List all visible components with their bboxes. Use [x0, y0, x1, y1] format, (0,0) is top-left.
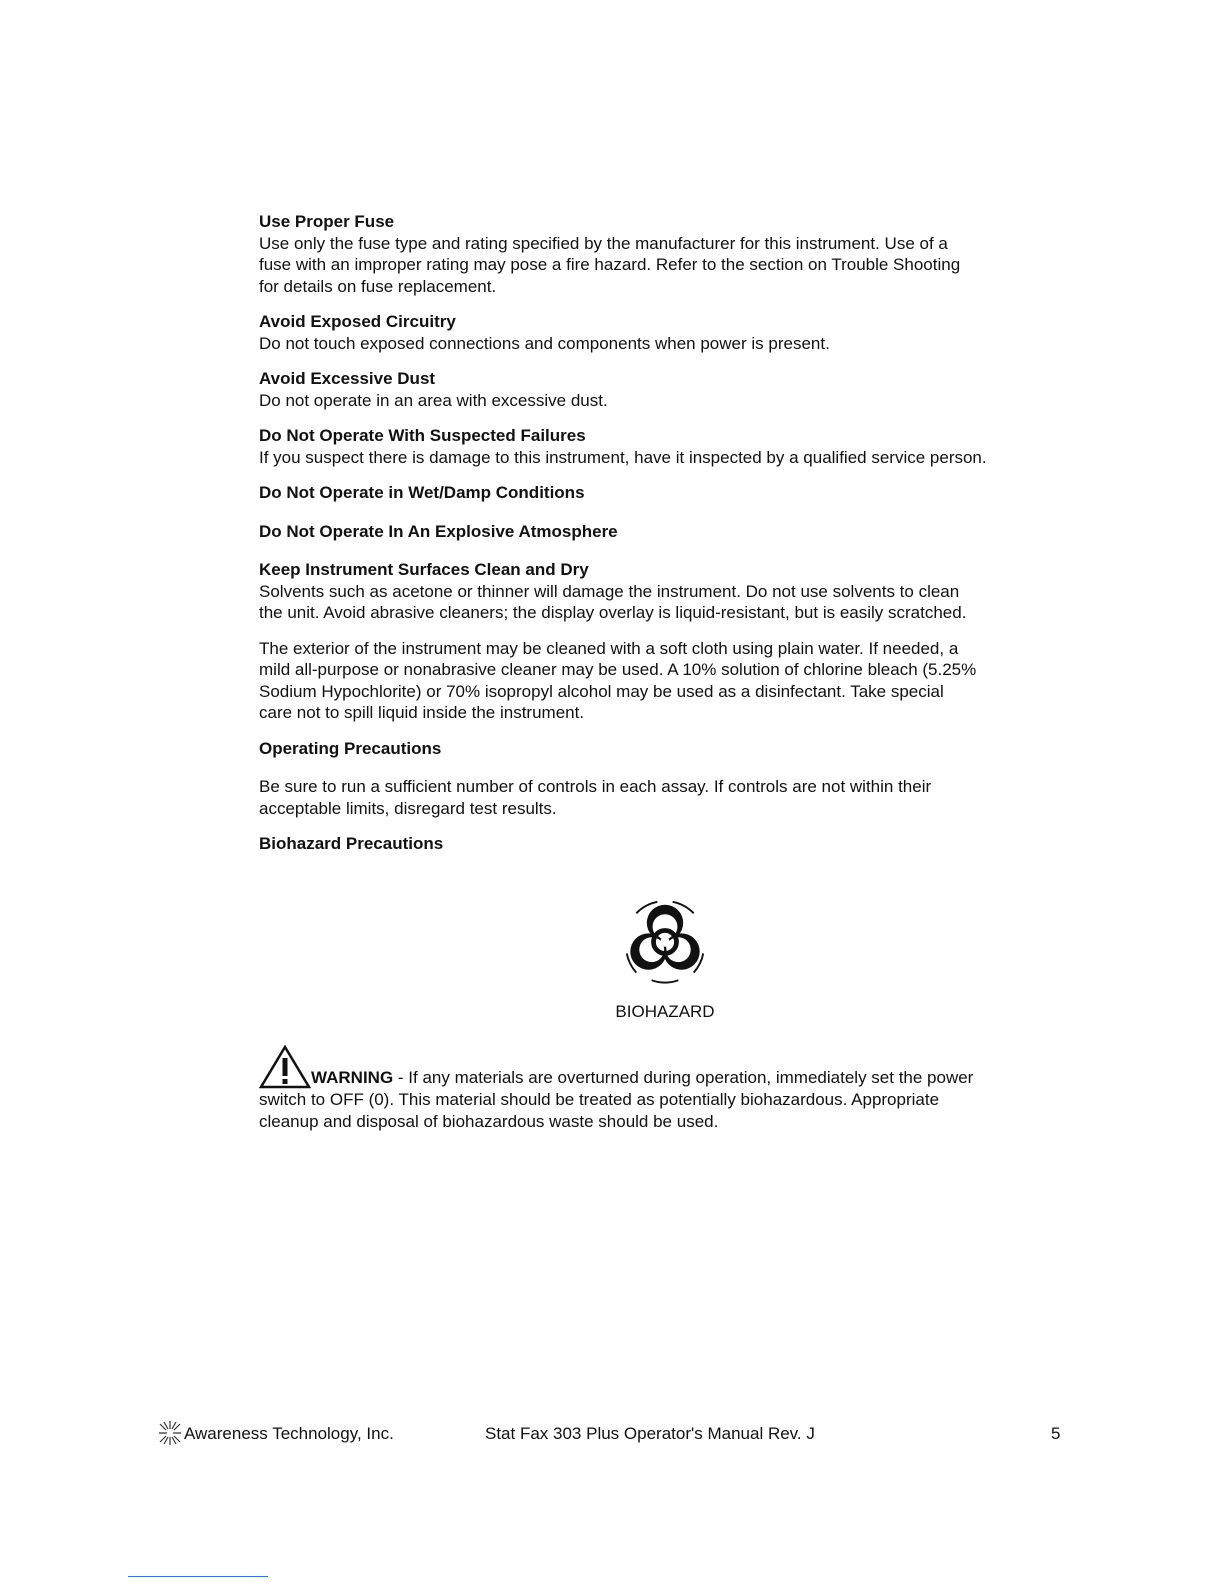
section-heading: Do Not Operate In An Explosive Atmosphere [259, 521, 618, 541]
section-heading: Biohazard Precautions [259, 834, 444, 853]
warning-line: cleanup and disposal of biohazardous waste should be used. [259, 1112, 719, 1131]
section-line: Do not operate in an area with excessive dust. [259, 390, 608, 410]
biohazard-icon [617, 898, 713, 986]
section-line: Use only the fuse type and rating specified by the manufacturer for this instrument. Use of a [259, 233, 948, 253]
footer-company: Awareness Technology, Inc. [184, 1424, 394, 1443]
section-line: If you suspect there is damage to this instrument, have it inspected by a qualified service person. [259, 447, 987, 467]
section-line: Do not touch exposed connections and components when power is present. [259, 333, 830, 353]
section-line: acceptable limits, disregard test results. [259, 798, 557, 818]
section-heading: Do Not Operate With Suspected Failures [259, 426, 586, 445]
section-keep-clean-dry [259, 559, 1069, 624]
section-operating-precautions [259, 738, 1069, 820]
paragraph-line: care not to spill liquid inside the instrument. [259, 703, 585, 722]
document-content [259, 211, 1069, 869]
warning-triangle-icon [259, 1045, 311, 1089]
section-line: fuse with an improper rating may pose a fire hazard. Refer to the section on Trouble Shooting [259, 255, 961, 274]
section-suspected-failures [259, 425, 1069, 468]
section-use-proper-fuse [259, 211, 1069, 297]
warning-line: switch to OFF (0). This material should be treated as potentially biohazardous. Appropriate [259, 1090, 940, 1109]
footer-manual-title: Stat Fax 303 Plus Operator's Manual Rev. J [485, 1424, 815, 1443]
section-line: the unit. Avoid abrasive cleaners; the display overlay is liquid-resistant, but is easily scratched. [259, 603, 967, 622]
warning-block [259, 1045, 1059, 1133]
section-heading: Use Proper Fuse [259, 212, 395, 231]
cleaning-paragraph [259, 638, 1069, 724]
section-avoid-excessive-dust [259, 368, 1069, 411]
paragraph-line: Sodium Hypochlorite) or 70% isopropyl alcohol may be used as a disinfectant. Take special [259, 681, 944, 701]
bottom-divider [128, 1576, 268, 1577]
paragraph-line: The exterior of the instrument may be cleaned with a soft cloth using plain water. If needed, a [259, 638, 959, 658]
section-line: Solvents such as acetone or thinner will damage the instrument. Do not use solvents to clean [259, 581, 960, 601]
warning-label: WARNING [311, 1068, 394, 1087]
warning-text: - If any materials are overturned during operation, immediately set the power [393, 1068, 974, 1087]
page-number: 5 [1051, 1424, 1061, 1443]
section-heading: Keep Instrument Surfaces Clean and Dry [259, 560, 589, 579]
section-avoid-exposed-circuitry [259, 311, 1069, 354]
section-biohazard-precautions [259, 833, 1069, 855]
biohazard-label: BIOHAZARD [615, 1002, 715, 1021]
section-heading: Operating Precautions [259, 738, 442, 758]
section-line: for details on fuse replacement. [259, 276, 497, 296]
awareness-logo-icon [158, 1420, 182, 1446]
biohazard-symbol-block [560, 898, 770, 1022]
section-heading: Do Not Operate in Wet/Damp Conditions [259, 483, 585, 502]
paragraph-line: mild all-purpose or nonabrasive cleaner may be used. A 10% solution of chlorine bleach (5.25% [259, 660, 977, 679]
section-line: Be sure to run a sufficient number of controls in each assay. If controls are not within their [259, 777, 932, 796]
section-heading: Avoid Exposed Circuitry [259, 312, 456, 331]
section-heading: Avoid Excessive Dust [259, 369, 436, 388]
section-wet-damp [259, 482, 1069, 504]
section-explosive-atmosphere [259, 521, 1069, 543]
